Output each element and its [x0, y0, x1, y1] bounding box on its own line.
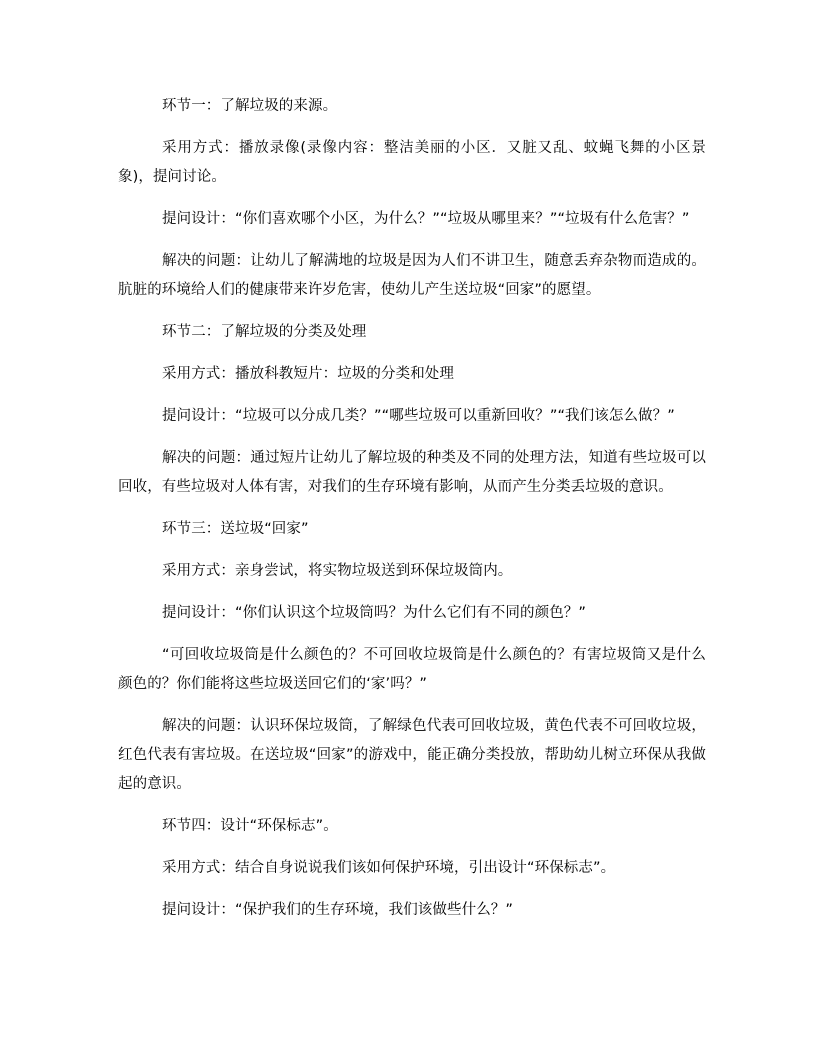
section2-method: 采用方式：播放科教短片：垃圾的分类和处理: [162, 366, 454, 382]
section4-method: 采用方式：结合自身说说我们该如何保护环境，引出设计“环保标志”。: [162, 860, 616, 876]
section3-solution: 解决的问题：认识环保垃圾筒，了解绿色代表可回收垃圾，黄色代表不可回收垃圾，红色代表有害垃圾。在送垃圾“回家”的游戏中，能正确分类投放，帮助幼儿树立环保从我做起的意识。: [118, 718, 706, 792]
section3-questions-continued: “可回收垃圾筒是什么颜色的？不可回收垃圾筒是什么颜色的？有害垃圾筒又是什么颜色的？你们能将这些垃圾送回它们的‘家’吗？”: [118, 647, 706, 692]
section3-heading: 环节三：送垃圾“回家”: [162, 521, 309, 537]
section1-heading: 环节一：了解垃圾的来源。: [162, 98, 338, 114]
section4-questions: 提问设计：“保护我们的生存环境，我们该做些什么？”: [162, 902, 514, 918]
section1-solution: 解决的问题：让幼儿了解满地的垃圾是因为人们不讲卫生，随意丢弃杂物而造成的。肮脏的环境给人们的健康带来许岁危害，使幼儿产生送垃圾“回家”的愿望。: [118, 253, 706, 298]
section4-heading: 环节四：设计“环保标志”。: [162, 818, 338, 834]
section3-questions: 提问设计：“你们认识这个垃圾筒吗？为什么它们有不同的颜色？”: [162, 605, 587, 621]
section1-method: 采用方式：播放录像(录像内容：整洁美丽的小区．又脏又乱、蚊蝇飞舞的小区景象)，提问讨论。: [118, 140, 706, 185]
section2-questions: 提问设计：“垃圾可以分成几类？”“哪些垃圾可以重新回收？”“我们该怎么做？”: [162, 408, 675, 424]
section3-method: 采用方式：亲身尝试，将实物垃圾送到环保垃圾筒内。: [162, 563, 513, 579]
section1-questions: 提问设计：“你们喜欢哪个小区，为什么？”“垃圾从哪里来？”“垃圾有什么危害？”: [162, 211, 690, 227]
section2-heading: 环节二：了解垃圾的分类及处理: [162, 324, 367, 340]
section2-solution: 解决的问题：通过短片让幼儿了解垃圾的种类及不同的处理方法，知道有些垃圾可以回收，有些垃圾对人体有害，对我们的生存环境有影响，从而产生分类丢垃圾的意识。: [118, 450, 706, 495]
